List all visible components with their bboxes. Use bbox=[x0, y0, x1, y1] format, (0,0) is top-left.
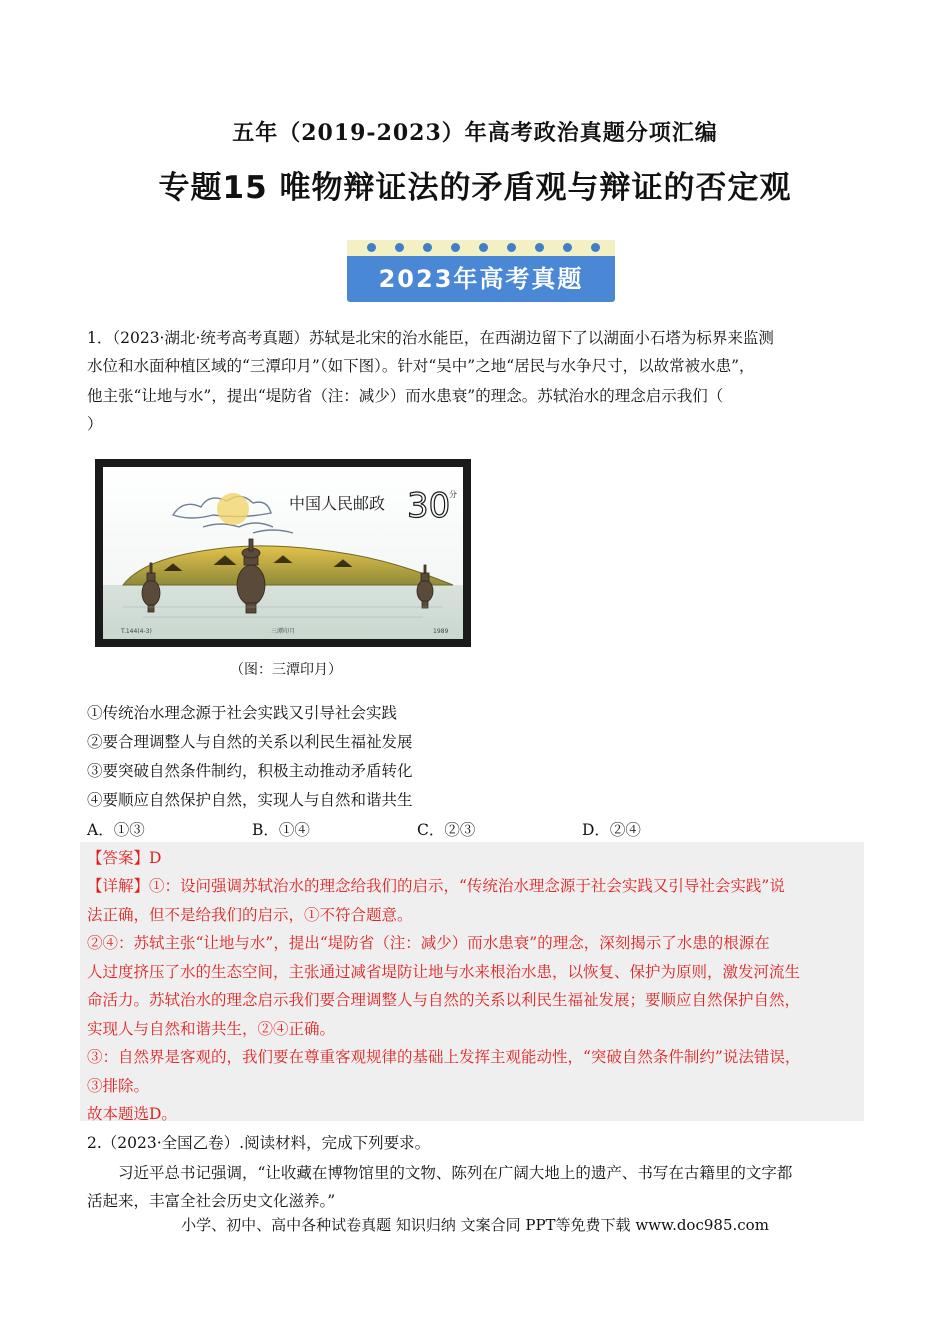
choice-c: C．②③ bbox=[417, 821, 476, 839]
q2-material-line: 活起来，丰富全社会历史文化滋养。” bbox=[87, 1192, 336, 1210]
topic-title: 专题15 唯物辩证法的矛盾观与辩证的否定观 bbox=[158, 170, 792, 206]
choice-d: D．②④ bbox=[582, 821, 641, 839]
option-item: ②要合理调整人与自然的关系以利民生福祉发展 bbox=[87, 733, 413, 751]
figure-caption: （图：三潭印月） bbox=[230, 662, 342, 678]
analysis-line: 【详解】①：设问强调苏轼治水的理念给我们的启示，“传统治水理念源于社会实践又引导社会实践”说 bbox=[87, 877, 785, 895]
analysis-line: 命活力。苏轼治水的理念启示我们要合理调整人与自然的关系以利民生福祉发展；要顺应自然保护自然， bbox=[87, 991, 801, 1009]
analysis-line: ③排除。 bbox=[87, 1077, 150, 1095]
q1-stem-line: 1．（2023·湖北·统考高考真题）苏轼是北宋的治水能臣，在西湖边留下了以湖面小石塔为标界来监测 bbox=[87, 329, 774, 347]
year-banner bbox=[347, 240, 615, 302]
banner-dot-strip bbox=[347, 240, 615, 256]
page-footer: 小学、初中、高中各种试卷真题 知识归纳 文案合同 PPT等免费下载 www.doc985.com bbox=[181, 1216, 769, 1234]
analysis-line: 实现人与自然和谐共生，②④正确。 bbox=[87, 1020, 336, 1038]
q2-stem: 2.（2023·全国乙卷）.阅读材料，完成下列要求。 bbox=[87, 1134, 431, 1152]
analysis-line: 人过度挤压了水的生态空间，主张通过减省堤防让地与水来根治水患，以恢复、保护为原则，激发河流生 bbox=[87, 963, 801, 981]
stamp-code: T.144(4-3) bbox=[121, 628, 152, 635]
q2-material-line: 习近平总书记强调，“让收藏在博物馆里的文物、陈列在广阔大地上的遗产、书写在古籍里的文字都 bbox=[118, 1164, 793, 1182]
stamp-issuer-text: 中国人民邮政 bbox=[289, 494, 386, 513]
moon-icon bbox=[217, 493, 249, 525]
banner-label: 2023年高考真题 bbox=[378, 265, 584, 293]
analysis-line: 故本题选D。 bbox=[87, 1105, 177, 1123]
answer-label: 【答案】D bbox=[87, 849, 162, 867]
analysis-line: ②④：苏轼主张“让地与水”，提出“堤防省（注：减少）而水患衰”的理念，深刻揭示了水患的根源在 bbox=[87, 934, 770, 952]
analysis-line: ③：自然界是客观的，我们要在尊重客观规律的基础上发挥主观能动性，“突破自然条件制约”说法错误， bbox=[87, 1048, 801, 1066]
analysis-line: 法正确，但不是给我们的启示，①不符合题意。 bbox=[87, 906, 413, 924]
q1-stem-line: 他主张“让地与水”，提出“堤防省（注：减少）而水患衰”的理念。苏轼治水的理念启示我们（ bbox=[87, 387, 724, 405]
stamp-value: 30 bbox=[407, 486, 451, 526]
option-item: ③要突破自然条件制约，积极主动推动矛盾转化 bbox=[87, 762, 413, 780]
stamp-image bbox=[95, 459, 471, 647]
option-item: ④要顺应自然保护自然，实现人与自然和谐共生 bbox=[87, 791, 413, 809]
option-item: ①传统治水理念源于社会实践又引导社会实践 bbox=[87, 704, 398, 722]
q1-stem-line: 水位和水面种植区域的“三潭印月”（如下图）。针对“吴中”之地“居民与水争尺寸，以故常被水患”， bbox=[87, 357, 755, 375]
stamp-illustration bbox=[103, 467, 463, 639]
stamp-year: 1989 bbox=[433, 628, 449, 635]
series-title: 五年（2019-2023）年高考政治真题分项汇编 bbox=[232, 120, 718, 146]
stamp-name: 三潭印月 bbox=[271, 628, 296, 635]
q1-stem-line: ） bbox=[87, 415, 103, 433]
choice-a: A．①③ bbox=[87, 821, 145, 839]
choice-b: B．①④ bbox=[252, 821, 310, 839]
stamp-unit: 分 bbox=[449, 490, 457, 499]
